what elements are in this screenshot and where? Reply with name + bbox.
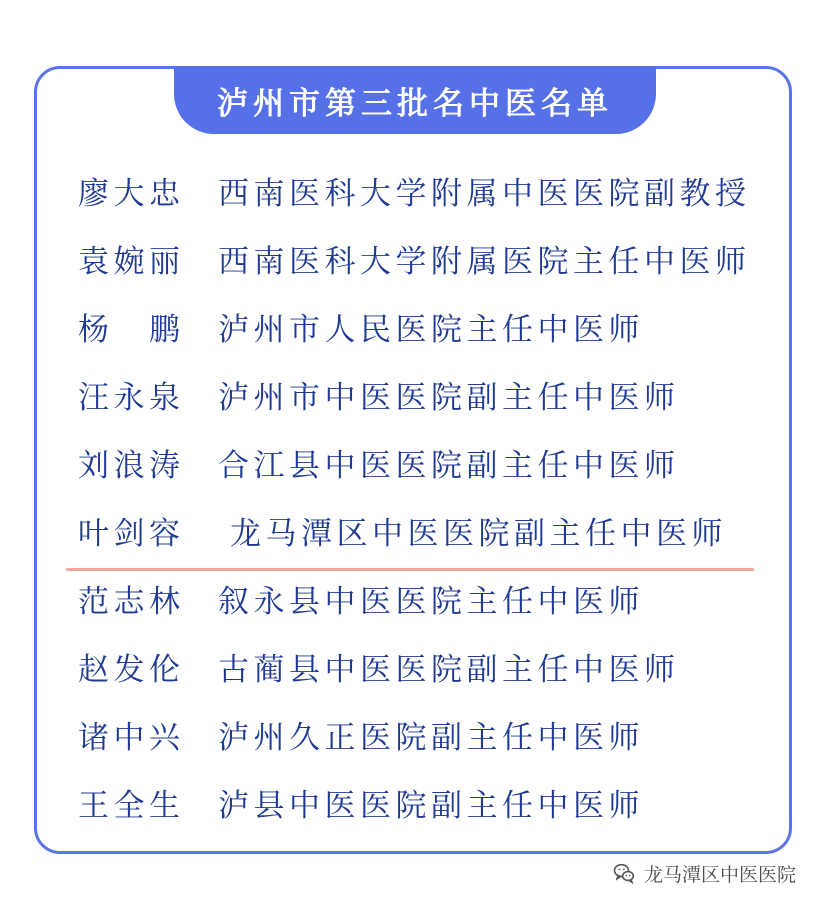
doctor-name: 汪永泉 (78, 379, 185, 416)
doctor-name: 袁婉丽 (78, 243, 185, 280)
list-item (78, 632, 751, 700)
wechat-icon (612, 861, 636, 885)
doctor-title: 泸州市中医医院副主任中医师 (218, 379, 680, 416)
doctor-name: 赵发伦 (78, 651, 185, 688)
doctor-name: 廖大忠 (78, 175, 185, 212)
doctor-title: 古蔺县中医医院副主任中医师 (218, 651, 680, 688)
doctor-name: 杨 鹏 (78, 311, 185, 348)
doctor-list (78, 156, 751, 836)
doctor-title: 叙永县中医医院主任中医师 (218, 583, 644, 620)
doctor-name: 范志林 (78, 583, 185, 620)
doctor-title: 西南医科大学附属医院主任中医师 (218, 243, 751, 280)
list-title: 泸州市第三批名中医名单 (174, 66, 656, 134)
list-item (78, 292, 751, 360)
doctor-name: 刘浪涛 (78, 447, 185, 484)
doctor-title: 西南医科大学附属中医医院副教授 (218, 175, 751, 212)
list-item (78, 224, 751, 292)
section-divider (66, 568, 754, 571)
doctor-name: 诸中兴 (78, 719, 185, 756)
list-item (78, 496, 751, 564)
doctor-name: 叶剑容 (78, 515, 185, 552)
doctor-title: 泸县中医医院副主任中医师 (218, 787, 644, 824)
doctor-title: 合江县中医医院副主任中医师 (218, 447, 680, 484)
list-item (78, 428, 751, 496)
list-item (78, 360, 751, 428)
watermark (612, 858, 796, 888)
list-item (78, 156, 751, 224)
doctor-title: 泸州久正医院副主任中医师 (218, 719, 644, 756)
doctor-title: 泸州市人民医院主任中医师 (218, 311, 644, 348)
list-item (78, 768, 751, 836)
list-item (78, 700, 751, 768)
doctor-name: 王全生 (78, 787, 185, 824)
list-item (78, 564, 751, 632)
watermark-text: 龙马潭区中医医院 (644, 863, 797, 886)
doctor-title: 龙马潭区中医医院副主任中医师 (230, 515, 727, 552)
